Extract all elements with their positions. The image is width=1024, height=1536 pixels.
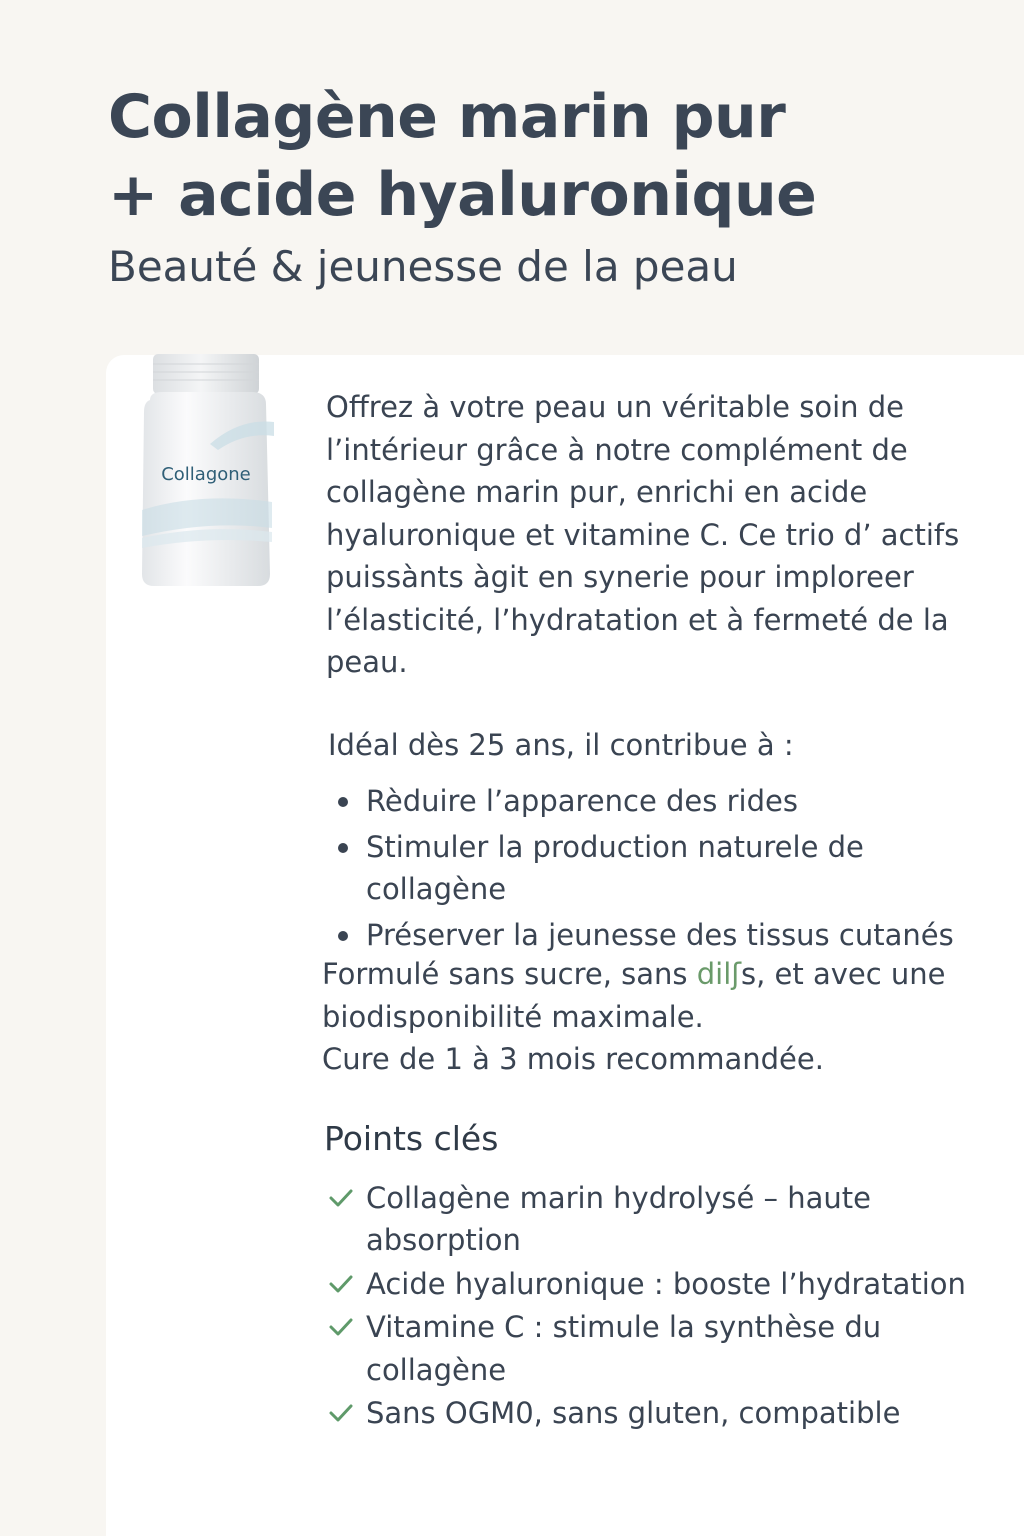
bullet-icon bbox=[338, 843, 348, 853]
title-line-1: Collagène marin pur bbox=[108, 82, 786, 152]
key-points-title: Points clés bbox=[324, 1118, 499, 1158]
key-point-text: Collagène marin hydrolysé – haute absorption bbox=[366, 1180, 871, 1257]
check-icon bbox=[328, 1317, 354, 1337]
bullet-icon bbox=[338, 931, 348, 941]
formula-text-start: Formulé sans sucre, sans bbox=[322, 957, 697, 991]
key-point-text: Sans OGM0, sans gluten, compatible bbox=[366, 1396, 901, 1430]
check-icon bbox=[328, 1403, 354, 1423]
formula-text-end: s, et avec une biodisponibilité maximale. bbox=[322, 957, 946, 1034]
list-item bbox=[326, 1392, 986, 1435]
page-header bbox=[108, 78, 988, 296]
list-item bbox=[326, 780, 986, 823]
description-paragraph: Offrez à votre peau un véritable soin de l’intérieur grâce à notre complément de collagène marin pur, enrichi en acide hyaluronique et vitamine C. Ce trio d’ actifs puissànts àgit en synerie pour imploreer l’élasticité, l’hydratation et à fermeté de la peau. bbox=[326, 390, 960, 679]
check-icon bbox=[328, 1188, 354, 1208]
benefit-text: Rèduire l’apparence des rides bbox=[366, 784, 798, 818]
formula-text-glitch: dilʃ bbox=[696, 957, 741, 991]
list-item bbox=[326, 1177, 986, 1262]
benefits-intro: Idéal dès 25 ans, il contribue à : bbox=[328, 727, 794, 762]
benefits-list bbox=[326, 780, 986, 956]
key-point-text: Acide hyaluronique : booste l’hydratation bbox=[366, 1266, 966, 1301]
list-item bbox=[326, 826, 986, 911]
title-line-2: + acide hyaluronique bbox=[108, 160, 817, 230]
list-item bbox=[326, 1263, 986, 1306]
product-bottle-image bbox=[140, 352, 276, 590]
check-icon bbox=[328, 1274, 354, 1294]
formula-text bbox=[322, 953, 986, 1038]
bottle-label: Collagone bbox=[161, 464, 251, 485]
bullet-icon bbox=[338, 797, 348, 807]
page-title bbox=[108, 78, 988, 234]
list-item bbox=[326, 1306, 986, 1391]
product-description bbox=[322, 386, 986, 1436]
benefit-text: Stimuler la production naturele de collagène bbox=[366, 829, 864, 906]
cure-recommendation: Cure de 1 à 3 mois recommandée. bbox=[322, 1042, 824, 1076]
page-subtitle: Beauté & jeunesse de la peau bbox=[108, 242, 738, 291]
list-item bbox=[326, 914, 986, 957]
key-point-text: Vitamine C : stimule la synthèse du collagène bbox=[366, 1310, 882, 1387]
key-points-list bbox=[326, 1177, 986, 1435]
benefit-text: Préserver la jeunesse des tissus cutanés bbox=[366, 917, 954, 952]
